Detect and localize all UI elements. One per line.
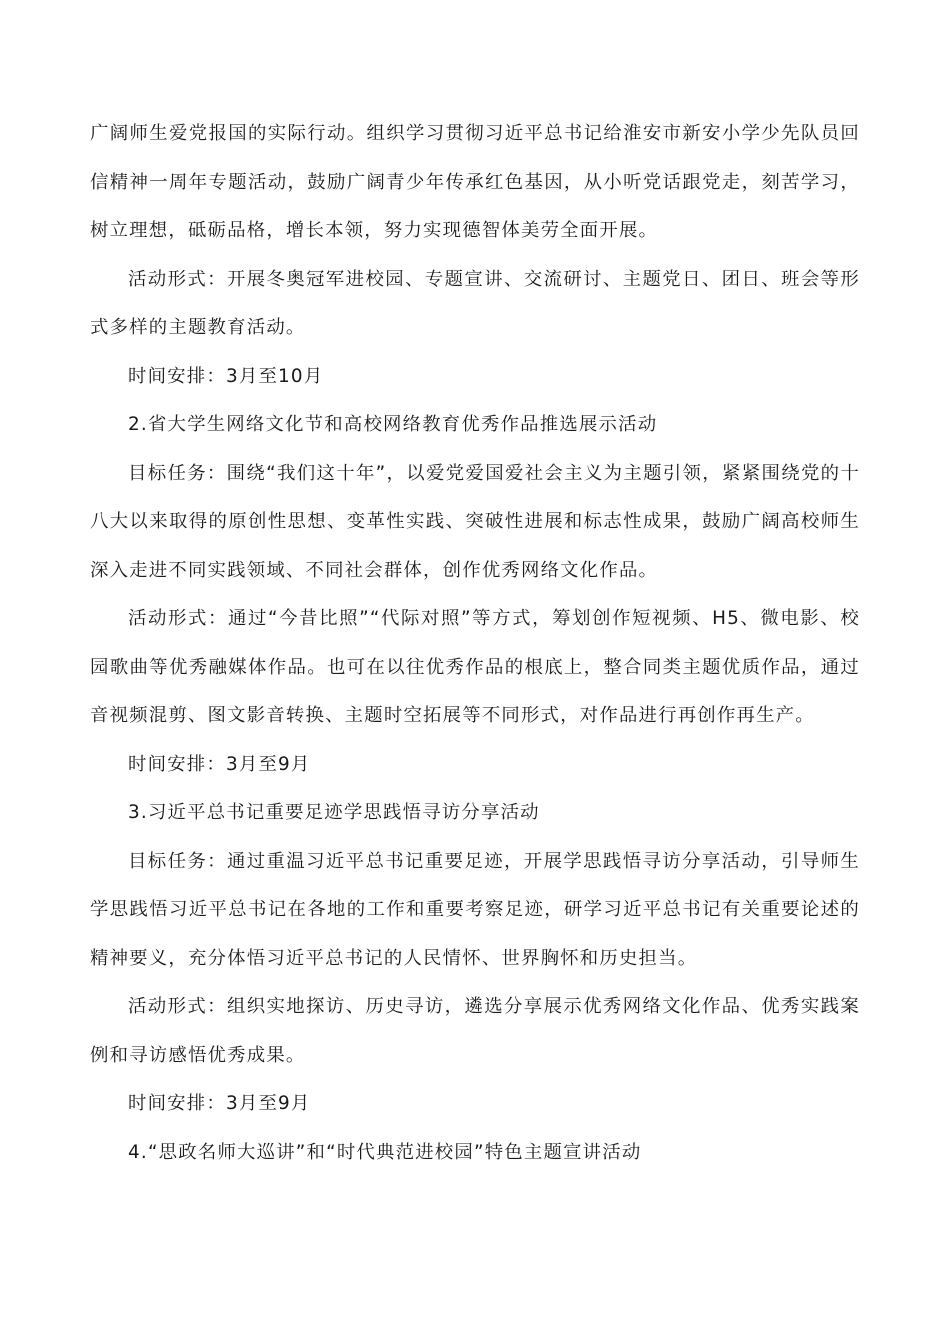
paragraph: 活动形式：开展冬奥冠军进校园、专题宣讲、交流研讨、主题党日、团日、班会等形式多样的主题教育活动。 [90, 268, 860, 338]
section-heading: 3.习近平总书记重要足迹学思践悟寻访分享活动 [128, 802, 540, 823]
paragraph: 活动形式：组织实地探访、历史寻访，遴选分享展示优秀网络文化作品、优秀实践案例和寻访感悟优秀成果。 [90, 996, 860, 1066]
section-heading: 4.“思政名师大巡讲”和“时代典范进校园”特色主题宣讲活动 [128, 1141, 642, 1163]
paragraph: 时间安排：3月至9月 [128, 753, 311, 775]
paragraph: 广阔师生爱党报国的实际行动。组织学习贯彻习近平总书记给淮安市新安小学少先队员回信精神一周年专题活动，鼓励广阔青少年传承红色基因，从小听党话跟党走，刻苦学习，树立理想，砥砺品格，增长本领，努力实现德智体美劳全面开展。 [90, 123, 860, 241]
paragraph: 时间安排：3月至10月 [128, 365, 324, 387]
paragraph: 目标任务：通过重温习近平总书记重要足迹，开展学思践悟寻访分享活动，引导师生学思践悟习近平总书记在各地的工作和重要考察足迹，研学习近平总书记有关重要论述的精神要义，充分体悟习近平总书记的人民情怀、世界胸怀和历史担当。 [90, 850, 860, 969]
section-heading: 2.省大学生网络文化节和高校网络教育优秀作品推选展示活动 [128, 414, 658, 435]
paragraph: 目标任务：围绕“我们这十年”，以爱党爱国爱社会主义为主题引领，紧紧围绕党的十八大以来取得的原创性思想、变革性实践、突破性进展和标志性成果，鼓励广阔高校师生深入走进不同实践领域、不同社会群体，创作优秀网络文化作品。 [90, 462, 860, 581]
paragraph: 时间安排：3月至9月 [128, 1093, 311, 1114]
paragraph: 活动形式：通过“今昔比照”“代际对照”等方式，筹划创作短视频、H5、微电影、校园歌曲等优秀融媒体作品。也可在以往优秀作品的根底上，整合同类主题优质作品，通过音视频混剪、图文影音转换、主题时空拓展等不同形式，对作品进行再创作再生产。 [90, 608, 860, 726]
